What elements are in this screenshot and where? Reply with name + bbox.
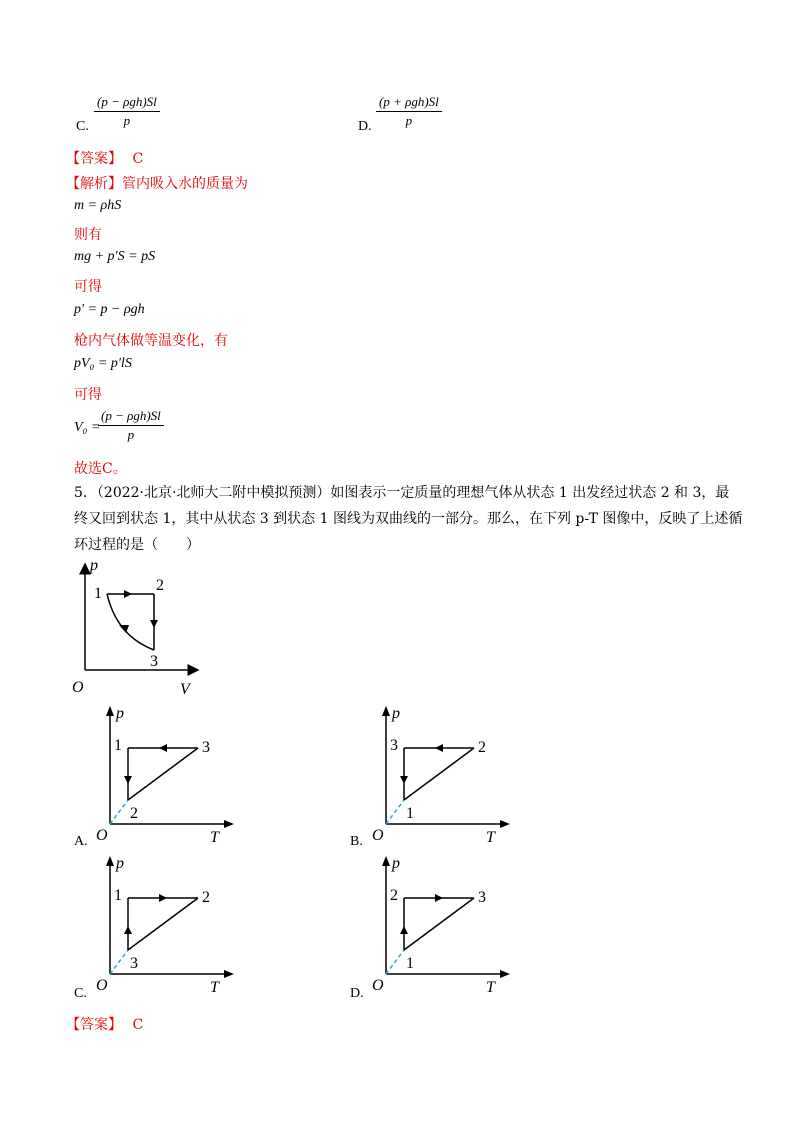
- pt-p-label: p: [116, 705, 124, 722]
- pt-t-axis-arrow: [500, 970, 510, 978]
- pt-top-arrow: [435, 744, 443, 752]
- pt-p-axis-arrow: [106, 706, 114, 716]
- pv-arrow-3-1: [119, 625, 129, 633]
- pt-top-arrow: [159, 894, 167, 902]
- pv-path-3-1: [107, 594, 154, 650]
- answer-tag: [66, 148, 143, 168]
- option-c-fraction: [94, 94, 160, 129]
- pt-p-axis-arrow: [382, 856, 390, 866]
- option-d-denominator: p: [405, 113, 413, 128]
- pt-graph-c: [88, 852, 238, 992]
- option-d-numerator: (p + ρgh)Sl: [376, 94, 442, 112]
- pt-dashed-extension: [386, 800, 404, 824]
- pt-vertical-arrow: [400, 776, 408, 784]
- equation-mass: m = ρhS: [74, 198, 122, 213]
- pt-p-axis-arrow: [106, 856, 114, 866]
- solution-tag: 【解析】: [66, 176, 122, 192]
- equation-volume-numerator: (p − ρgh)Sl: [98, 408, 164, 426]
- equation-pressure: p′ = p − ρgh: [74, 302, 145, 317]
- pt-point-bottom: 2: [130, 805, 138, 822]
- solution-obtain-1: 可得: [74, 279, 102, 295]
- option-d-label: D.: [358, 119, 372, 134]
- pv-point-2: 2: [156, 577, 164, 594]
- pt-p-label: p: [116, 855, 124, 872]
- pt-origin-label: O: [96, 977, 108, 992]
- pt-point-bottom: 1: [406, 955, 414, 972]
- answer-value: C: [132, 151, 144, 167]
- solution-intro: [66, 173, 248, 193]
- pt-point-top-right: 2: [478, 739, 486, 756]
- pt-t-axis-arrow: [500, 820, 510, 828]
- pv-point-3: 3: [150, 653, 158, 670]
- pt-diagonal-edge: [404, 748, 474, 800]
- pt-origin-label: O: [372, 827, 384, 842]
- pt-t-axis-arrow: [224, 970, 234, 978]
- solution-conclusion: 故选C。: [74, 461, 127, 477]
- answer-5-tag: [66, 1014, 143, 1034]
- solution-intro-text: 管内吸入水的质量为: [122, 176, 248, 192]
- pt-vertical-arrow: [400, 926, 408, 934]
- pt-graph-a: [88, 702, 238, 842]
- pt-t-label: T: [486, 979, 495, 992]
- equation-volume-fraction: [98, 408, 164, 443]
- option-c-label: C.: [74, 986, 87, 1001]
- pt-t-label: T: [210, 829, 219, 842]
- option-d-fraction: [376, 94, 442, 129]
- pv-point-1: 1: [94, 585, 102, 602]
- pt-t-axis-arrow: [224, 820, 234, 828]
- pt-t-label: T: [210, 979, 219, 992]
- pt-point-bottom: 1: [406, 805, 414, 822]
- answer-5-value: C: [132, 1017, 144, 1033]
- pt-point-top-left: 1: [114, 737, 122, 754]
- pt-vertical-arrow: [124, 926, 132, 934]
- pt-graph-d: [364, 852, 514, 992]
- pt-point-top-left: 2: [390, 887, 398, 904]
- pt-t-label: T: [486, 829, 495, 842]
- pt-dashed-extension: [386, 950, 404, 974]
- pt-point-top-right: 2: [202, 889, 210, 906]
- pt-point-bottom: 3: [130, 955, 138, 972]
- solution-obtain-2: 可得: [74, 387, 102, 403]
- pt-origin-label: O: [372, 977, 384, 992]
- answer-tag-text: 【答案】: [66, 151, 122, 167]
- pt-point-top-right: 3: [478, 889, 486, 906]
- pt-top-arrow: [435, 894, 443, 902]
- pt-top-arrow: [159, 744, 167, 752]
- pt-vertical-arrow: [124, 776, 132, 784]
- pv-p-label: p: [90, 557, 98, 574]
- pt-diagonal-edge: [128, 898, 198, 950]
- pt-dashed-extension: [110, 800, 128, 824]
- pt-p-axis-arrow: [382, 706, 390, 716]
- option-c-denominator: p: [123, 113, 131, 128]
- question-5-line-2: 终又回到状态 1，其中从状态 3 到状态 1 图线为双曲线的一部分。那么，在下列 p-T 图像中，反映了上述循: [74, 511, 743, 527]
- option-a-label: A.: [74, 834, 88, 849]
- pv-v-label: V: [180, 681, 190, 698]
- pv-diagram: [60, 552, 210, 702]
- solution-then: 则有: [74, 227, 102, 243]
- pv-origin-label: O: [72, 679, 84, 696]
- question-5-line-3: 环过程的是（ ）: [74, 537, 200, 553]
- solution-isothermal: 枪内气体做等温变化，有: [74, 333, 228, 349]
- pt-diagonal-edge: [404, 898, 474, 950]
- answer-5-tag-text: 【答案】: [66, 1017, 122, 1033]
- option-c-label: C.: [76, 119, 89, 134]
- pt-point-top-left: 1: [114, 887, 122, 904]
- option-c-numerator: (p − ρgh)Sl: [94, 94, 160, 112]
- pv-arrow-2-3: [150, 620, 158, 628]
- pt-graph-b: [364, 702, 514, 842]
- pt-point-top-right: 3: [202, 739, 210, 756]
- option-b-label: B.: [350, 834, 363, 849]
- pt-diagonal-edge: [128, 748, 198, 800]
- pt-dashed-extension: [110, 950, 128, 974]
- pt-point-top-left: 3: [390, 737, 398, 754]
- equation-volume-denominator: p: [127, 427, 135, 442]
- pt-origin-label: O: [96, 827, 108, 842]
- pt-p-label: p: [392, 855, 400, 872]
- pt-p-label: p: [392, 705, 400, 722]
- question-5-line-1: 5．（2022·北京·北师大二附中模拟预测）如图表示一定质量的理想气体从状态 1 出发经过状态 2 和 3，最: [74, 485, 730, 501]
- option-d-label: D.: [350, 986, 364, 1001]
- equation-force-balance: mg + p′S = pS: [74, 249, 156, 264]
- equation-isothermal: pV₀ = p′lS: [74, 356, 132, 371]
- equation-volume-lhs: V₀ =: [74, 420, 101, 435]
- pv-arrow-1-2: [124, 590, 132, 598]
